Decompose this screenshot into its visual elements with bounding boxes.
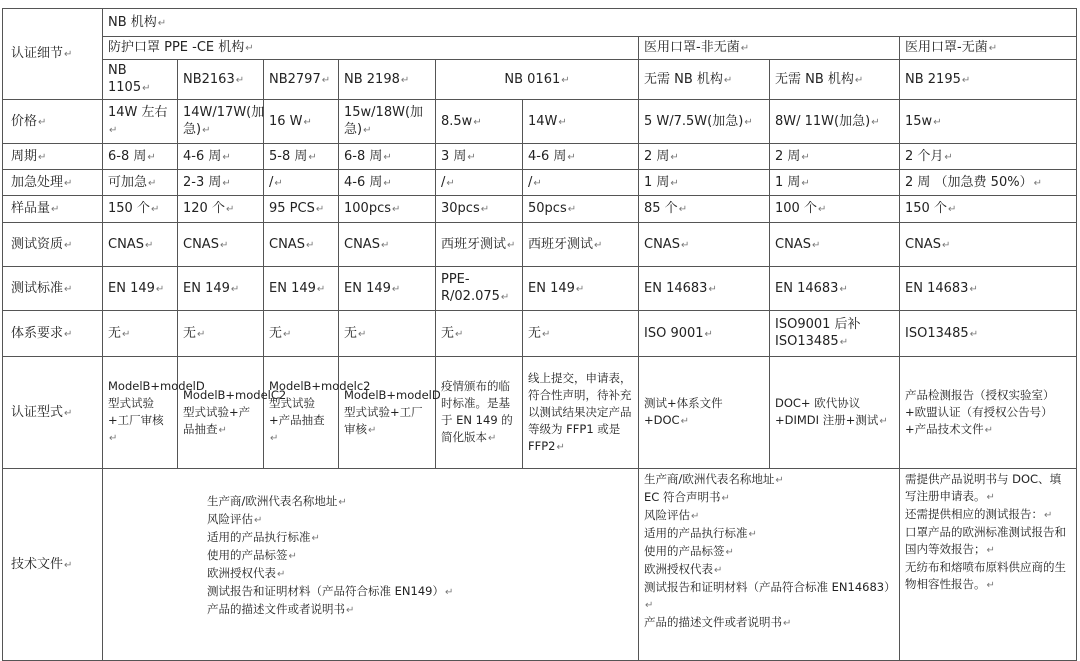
header-label: 认证细节↵ xyxy=(3,9,103,100)
return-mark: ↵ xyxy=(933,116,942,128)
standard-cell: PPE-R/02.075↵ xyxy=(436,267,523,311)
samples-cell: 120 个↵ xyxy=(178,196,264,223)
return-mark: ↵ xyxy=(64,283,73,295)
mode-label: 认证型式↵ xyxy=(3,357,103,469)
qualification-cell: 西班牙测试↵ xyxy=(436,223,523,267)
tech-line: 使用的产品标签↵ xyxy=(207,548,297,562)
tech-line: 无纺布和熔喷布原料供应商的生物相容性报告。↵ xyxy=(905,560,1066,591)
return-mark: ↵ xyxy=(817,204,827,215)
return-mark: ↵ xyxy=(219,239,229,251)
return-mark: ↵ xyxy=(230,283,240,295)
return-mark: ↵ xyxy=(556,441,565,453)
return-mark: ↵ xyxy=(670,177,679,189)
standard-cell: EN 149↵ xyxy=(339,267,436,311)
nonsterile-header: 医用口罩-非无菌↵ xyxy=(639,37,900,60)
return-mark: ↵ xyxy=(308,151,317,163)
qualification-cell: CNAS↵ xyxy=(639,223,770,267)
col-no-nb-2: 无需 NB 机构↵ xyxy=(770,60,900,100)
system-cell: 无↵ xyxy=(264,311,339,357)
mode-cell: 线上提交，申请表，符合性声明，待补充以测试结果决定产品等级为 FFP1 或是 FFP2↵ xyxy=(523,357,639,469)
return-mark: ↵ xyxy=(303,116,312,128)
return-mark: ↵ xyxy=(961,74,971,86)
return-mark: ↵ xyxy=(801,177,810,189)
price-cell: 16 W↵ xyxy=(264,100,339,144)
standard-cell: EN 149↵ xyxy=(103,267,178,311)
samples-cell: 95 PCS↵ xyxy=(264,196,339,223)
return-mark: ↵ xyxy=(567,204,577,215)
qualification-cell: CNAS↵ xyxy=(339,223,436,267)
qualification-cell: 西班牙测试↵ xyxy=(523,223,639,267)
return-mark: ↵ xyxy=(558,116,567,128)
mode-cell: 产品检测报告（授权实验室）+欧盟认证（有授权公告号）+产品技术文件↵ xyxy=(900,357,1077,469)
period-cell: 6-8 周↵ xyxy=(339,144,436,170)
return-mark: ↵ xyxy=(507,239,516,251)
return-mark: ↵ xyxy=(575,283,585,295)
qualification-cell: CNAS↵ xyxy=(178,223,264,267)
return-mark: ↵ xyxy=(969,328,979,340)
return-mark: ↵ xyxy=(109,125,118,136)
period-cell: 4-6 周↵ xyxy=(178,144,264,170)
samples-cell: 150 个↵ xyxy=(103,196,178,223)
ppe-group-header: 防护口罩 PPE -CE 机构↵ xyxy=(103,37,639,60)
price-label: 价格↵ xyxy=(3,100,103,144)
return-mark: ↵ xyxy=(645,600,654,611)
col-nb1105: NB 1105↵ xyxy=(103,60,178,100)
return-mark: ↵ xyxy=(274,177,283,189)
return-mark: ↵ xyxy=(368,424,377,436)
return-mark: ↵ xyxy=(64,49,73,60)
tech-line: EC 符合声明书↵ xyxy=(644,490,730,504)
return-mark: ↵ xyxy=(783,618,792,629)
return-mark: ↵ xyxy=(1033,177,1042,189)
rush-cell: /↵ xyxy=(436,170,523,196)
system-cell: ISO13485↵ xyxy=(900,311,1077,357)
return-mark: ↵ xyxy=(542,328,551,340)
mode-cell: DOC+ 欧代协议+DIMDI 注册+测试↵ xyxy=(770,357,900,469)
tech-nonsterile-list xyxy=(639,469,900,661)
col-no-nb-1: 无需 NB 机构↵ xyxy=(639,60,770,100)
price-cell: 15w↵ xyxy=(900,100,1077,144)
return-mark: ↵ xyxy=(155,283,165,295)
tech-line: 欧洲授权代表↵ xyxy=(207,566,286,580)
tech-ppe-list xyxy=(103,469,639,661)
system-cell: ISO9001 后补 ISO13485↵ xyxy=(770,311,900,357)
system-cell: ISO 9001↵ xyxy=(639,311,770,357)
return-mark: ↵ xyxy=(594,239,603,251)
system-cell: 无↵ xyxy=(523,311,639,357)
period-cell: 5-8 周↵ xyxy=(264,144,339,170)
return-mark: ↵ xyxy=(270,433,279,444)
return-mark: ↵ xyxy=(988,43,998,54)
return-mark: ↵ xyxy=(288,551,297,562)
return-mark: ↵ xyxy=(467,151,476,163)
return-mark: ↵ xyxy=(984,424,994,436)
return-mark: ↵ xyxy=(277,569,286,580)
return-mark: ↵ xyxy=(148,177,157,189)
price-cell: 8W/ 11W(加急)↵ xyxy=(770,100,900,144)
return-mark: ↵ xyxy=(64,328,73,340)
return-mark: ↵ xyxy=(748,529,757,540)
period-cell: 3 周↵ xyxy=(436,144,523,170)
return-mark: ↵ xyxy=(38,151,47,163)
system-cell: 无↵ xyxy=(178,311,264,357)
tech-line: 适用的产品执行标准↵ xyxy=(207,530,320,544)
system-label: 体系要求↵ xyxy=(3,311,103,357)
return-mark: ↵ xyxy=(446,177,455,189)
return-mark: ↵ xyxy=(383,151,392,163)
mode-cell: 测试+体系文件+DOC↵ xyxy=(639,357,770,469)
tech-line: 产品的描述文件或者说明书↵ xyxy=(207,602,355,616)
return-mark: ↵ xyxy=(150,204,160,215)
tech-line: 测试报告和证明材料（产品符合标准 EN14683）↵ xyxy=(644,580,896,611)
tech-line: 风险评估↵ xyxy=(207,512,263,526)
return-mark: ↵ xyxy=(944,151,953,163)
period-cell: 2 周↵ xyxy=(770,144,900,170)
nb-org-header: NB 机构↵ xyxy=(103,9,1077,37)
tech-label: 技术文件↵ xyxy=(3,469,103,661)
mode-cell: ModelB+modelc2 型式试验+产品抽查↵ xyxy=(264,357,339,469)
return-mark: ↵ xyxy=(338,497,347,508)
return-mark: ↵ xyxy=(986,545,995,556)
return-mark: ↵ xyxy=(38,116,47,128)
return-mark: ↵ xyxy=(854,74,864,86)
return-mark: ↵ xyxy=(122,328,131,340)
samples-cell: 50pcs↵ xyxy=(523,196,639,223)
return-mark: ↵ xyxy=(197,328,206,340)
col-nb2195: NB 2195↵ xyxy=(900,60,1077,100)
tech-line: 生产商/欧洲代表名称地址↵ xyxy=(207,494,347,508)
tech-line: 使用的产品标签↵ xyxy=(644,544,734,558)
return-mark: ↵ xyxy=(691,511,700,522)
return-mark: ↵ xyxy=(473,116,482,128)
return-mark: ↵ xyxy=(480,204,490,215)
system-cell: 无↵ xyxy=(339,311,436,357)
price-cell: 5 W/7.5W(加急)↵ xyxy=(639,100,770,144)
tech-line: 适用的产品执行标准↵ xyxy=(644,526,757,540)
price-cell: 14W↵ xyxy=(523,100,639,144)
return-mark: ↵ xyxy=(142,83,151,94)
tech-line: 生产商/欧洲代表名称地址↵ xyxy=(644,472,784,486)
return-mark: ↵ xyxy=(561,74,570,86)
return-mark: ↵ xyxy=(305,239,315,251)
price-cell: 15w/18W(加急)↵ xyxy=(339,100,436,144)
return-mark: ↵ xyxy=(315,204,325,215)
samples-cell: 85 个↵ xyxy=(639,196,770,223)
rush-cell: 4-6 周↵ xyxy=(339,170,436,196)
return-mark: ↵ xyxy=(986,580,995,591)
certification-table xyxy=(2,8,1077,661)
period-cell: 2 个月↵ xyxy=(900,144,1077,170)
return-mark: ↵ xyxy=(680,239,690,251)
rush-cell: 2 周 （加急费 50%）↵ xyxy=(900,170,1077,196)
standard-cell: EN 14683↵ xyxy=(900,267,1077,311)
price-cell: 14W/17W(加急)↵ xyxy=(178,100,264,144)
return-mark: ↵ xyxy=(986,492,995,503)
qualification-label: 测试资质↵ xyxy=(3,223,103,267)
return-mark: ↵ xyxy=(680,416,689,427)
return-mark: ↵ xyxy=(740,43,750,54)
rush-cell: 可加急↵ xyxy=(103,170,178,196)
rush-label: 加急处理↵ xyxy=(3,170,103,196)
system-cell: 无↵ xyxy=(436,311,523,357)
return-mark: ↵ xyxy=(383,177,392,189)
return-mark: ↵ xyxy=(202,125,211,136)
return-mark: ↵ xyxy=(744,116,753,128)
mode-cell: ModelB+modelC2 型式试验+产品抽查↵ xyxy=(178,357,264,469)
mode-cell: 疫情颁布的临时标准。是基于 EN 149 的简化版本↵ xyxy=(436,357,523,469)
return-mark: ↵ xyxy=(879,416,888,427)
tech-line: 产品的描述文件或者说明书↵ xyxy=(644,615,792,629)
mode-cell: ModelB+modelD 型式试验+工厂审核↵ xyxy=(339,357,436,469)
rush-cell: 2-3 周↵ xyxy=(178,170,264,196)
return-mark: ↵ xyxy=(811,239,821,251)
qualification-cell: CNAS↵ xyxy=(770,223,900,267)
return-mark: ↵ xyxy=(245,43,254,54)
return-mark: ↵ xyxy=(670,151,679,163)
return-mark: ↵ xyxy=(254,515,263,526)
return-mark: ↵ xyxy=(704,328,713,340)
col-nb2163: NB2163↵ xyxy=(178,60,264,100)
return-mark: ↵ xyxy=(941,239,951,251)
period-cell: 6-8 周↵ xyxy=(103,144,178,170)
col-nb2797: NB2797↵ xyxy=(264,60,339,100)
sterile-header: 医用口罩-无菌↵ xyxy=(900,37,1077,60)
return-mark: ↵ xyxy=(144,239,154,251)
return-mark: ↵ xyxy=(218,424,227,436)
return-mark: ↵ xyxy=(721,493,730,504)
qualification-cell: CNAS↵ xyxy=(103,223,178,267)
return-mark: ↵ xyxy=(222,151,231,163)
rush-cell: 1 周↵ xyxy=(639,170,770,196)
qualification-cell: CNAS↵ xyxy=(900,223,1077,267)
rush-cell: 1 周↵ xyxy=(770,170,900,196)
col-nb2198: NB 2198↵ xyxy=(339,60,436,100)
rush-cell: /↵ xyxy=(523,170,639,196)
samples-cell: 100 个↵ xyxy=(770,196,900,223)
return-mark: ↵ xyxy=(109,433,118,444)
mode-cell: ModelB+modelD 型式试验+工厂审核↵ xyxy=(103,357,178,469)
return-mark: ↵ xyxy=(363,125,372,136)
return-mark: ↵ xyxy=(567,151,576,163)
tech-line: 还需提供相应的测试报告：↵ xyxy=(905,507,1053,521)
return-mark: ↵ xyxy=(51,204,60,215)
return-mark: ↵ xyxy=(157,17,167,29)
price-cell: 14W 左右↵ xyxy=(103,100,178,144)
return-mark: ↵ xyxy=(321,74,331,86)
return-mark: ↵ xyxy=(1044,510,1053,521)
return-mark: ↵ xyxy=(311,533,320,544)
return-mark: ↵ xyxy=(714,565,723,576)
return-mark: ↵ xyxy=(147,151,156,163)
return-mark: ↵ xyxy=(235,74,245,86)
standard-cell: EN 14683↵ xyxy=(770,267,900,311)
return-mark: ↵ xyxy=(775,475,784,486)
qualification-cell: CNAS↵ xyxy=(264,223,339,267)
return-mark: ↵ xyxy=(708,283,717,295)
samples-cell: 100pcs↵ xyxy=(339,196,436,223)
period-cell: 2 周↵ xyxy=(639,144,770,170)
tech-line: 欧洲授权代表↵ xyxy=(644,562,723,576)
return-mark: ↵ xyxy=(533,177,542,189)
return-mark: ↵ xyxy=(969,283,978,295)
return-mark: ↵ xyxy=(723,74,733,86)
return-mark: ↵ xyxy=(283,328,292,340)
return-mark: ↵ xyxy=(839,283,848,295)
period-cell: 4-6 周↵ xyxy=(523,144,639,170)
standard-cell: EN 149↵ xyxy=(523,267,639,311)
return-mark: ↵ xyxy=(801,151,810,163)
tech-line: 风险评估↵ xyxy=(644,508,700,522)
return-mark: ↵ xyxy=(947,204,957,215)
return-mark: ↵ xyxy=(64,407,73,419)
return-mark: ↵ xyxy=(871,116,880,128)
rush-cell: /↵ xyxy=(264,170,339,196)
samples-cell: 30pcs↵ xyxy=(436,196,523,223)
tech-line: 需提供产品说明书与 DOC、填写注册申请表。↵ xyxy=(905,472,1062,503)
price-cell: 8.5w↵ xyxy=(436,100,523,144)
return-mark: ↵ xyxy=(400,74,410,86)
return-mark: ↵ xyxy=(358,328,367,340)
standard-cell: EN 149↵ xyxy=(178,267,264,311)
return-mark: ↵ xyxy=(64,559,73,571)
return-mark: ↵ xyxy=(725,547,734,558)
return-mark: ↵ xyxy=(64,239,73,251)
return-mark: ↵ xyxy=(678,204,688,215)
return-mark: ↵ xyxy=(392,204,401,215)
period-label: 周期↵ xyxy=(3,144,103,170)
return-mark: ↵ xyxy=(222,177,231,189)
col-nb0161: NB 0161↵ xyxy=(436,60,639,100)
tech-sterile-list xyxy=(900,469,1077,661)
return-mark: ↵ xyxy=(346,605,355,616)
samples-label: 样品量↵ xyxy=(3,196,103,223)
return-mark: ↵ xyxy=(488,433,497,444)
return-mark: ↵ xyxy=(380,239,390,251)
tech-line: 口罩产品的欧洲标准测试报告和国内等效报告；↵ xyxy=(905,525,1066,556)
return-mark: ↵ xyxy=(316,283,326,295)
system-cell: 无↵ xyxy=(103,311,178,357)
return-mark: ↵ xyxy=(500,292,510,303)
return-mark: ↵ xyxy=(391,283,401,295)
return-mark: ↵ xyxy=(444,587,454,598)
standard-label: 测试标准↵ xyxy=(3,267,103,311)
return-mark: ↵ xyxy=(455,328,464,340)
return-mark: ↵ xyxy=(64,177,73,189)
samples-cell: 150 个↵ xyxy=(900,196,1077,223)
return-mark: ↵ xyxy=(225,204,235,215)
tech-line: 测试报告和证明材料（产品符合标准 EN149）↵ xyxy=(207,584,454,598)
return-mark: ↵ xyxy=(839,337,849,348)
standard-cell: EN 149↵ xyxy=(264,267,339,311)
standard-cell: EN 14683↵ xyxy=(639,267,770,311)
